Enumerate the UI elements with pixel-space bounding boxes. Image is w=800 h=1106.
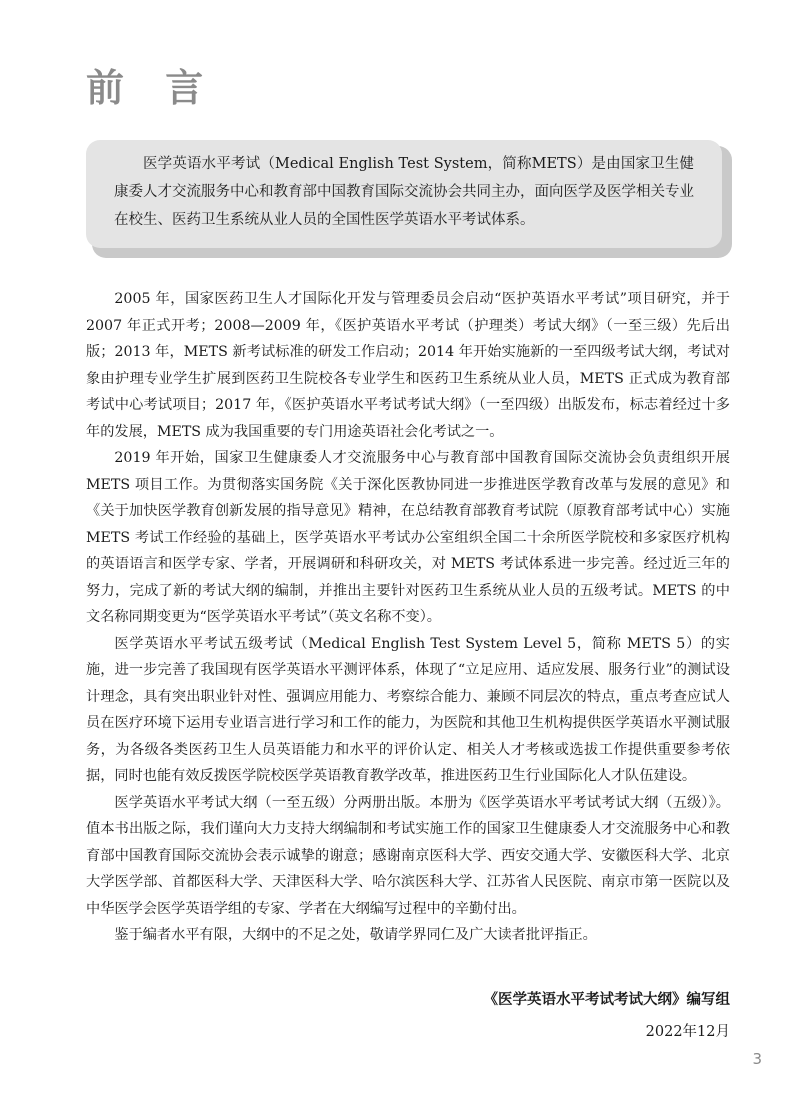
body-text	[86, 286, 730, 949]
paragraph: 2005 年，国家医药卫生人才国际化开发与管理委员会启动“医护英语水平考试”项目研究，并于 2007 年正式开考；2008—2009 年，《医护英语水平考试（护理类）考试大纲》（一至三级）先后出版；2013 年，METS 新考试标准的研发工作启动；2014 年开始实施新的一至四级考试大纲，考试对象由护理专业学生扩展到医药卫生院校各专业学生和医药卫生系统从业人员，METS 正式成为教育部考试中心考试项目；2017 年，《医护英语水平考试考试大纲》（一至四级）出版发布，标志着经过十多年的发展，METS 成为我国重要的专门用途英语社会化考试之一。	[86, 291, 730, 440]
paragraph: 鉴于编者水平有限，大纲中的不足之处，敬请学界同仁及广大读者批评指正。	[114, 927, 597, 943]
abstract-text: 医学英语水平考试（Medical English Test System，简称METS）是由国家卫生健康委人才交流服务中心和教育部中国教育国际交流协会共同主办，面向医学及医学相关专业在校生、医药卫生系统从业人员的全国性医学英语水平考试体系。	[114, 156, 694, 228]
page-number: 3	[752, 1050, 762, 1068]
date: 2022年12月	[645, 1024, 730, 1040]
paragraph: 医学英语水平考试大纲（一至五级）分两册出版。本册为《医学英语水平考试考试大纲（五级）》。值本书出版之际，我们谨向大力支持大纲编制和考试实施工作的国家卫生健康委人才交流服务中心和教育部中国教育国际交流协会表示诚挚的谢意；感谢南京医科大学、西安交通大学、安徽医科大学、北京大学医学部、首都医科大学、天津医科大学、哈尔滨医科大学、江苏省人民医院、南京市第一医院以及中华医学会医学英语学组的专家、学者在大纲编写过程中的辛勤付出。	[86, 794, 730, 917]
page-title: 前 言	[86, 66, 218, 110]
paragraph: 医学英语水平考试五级考试（Medical English Test System Level 5，简称 METS 5）的实施，进一步完善了我国现有医学英语水平测评体系，体现了“立足应用、适应发展、服务行业”的测试设计理念，具有突出职业针对性、强调应用能力、考察综合能力、兼顾不同层次的特点，重点考查应试人员在医疗环境下运用专业语言进行学习和工作的能力，为医院和其他卫生机构提供医学英语水平测试服务，为各级各类医药卫生人员英语能力和水平的评价认定、相关人才考核或选拔工作提供重要参考依据，同时也能有效反拨医学院校医学英语教育教学改革，推进医药卫生行业国际化人才队伍建设。	[86, 635, 730, 784]
signature: 《医学英语水平考试考试大纲》编写组	[483, 992, 730, 1008]
paragraph: 2019 年开始，国家卫生健康委人才交流服务中心与教育部中国教育国际交流协会负责组织开展 METS 项目工作。为贯彻落实国务院《关于深化医教协同进一步推进医学教育改革与发展的意见》和《关于加快医学教育创新发展的指导意见》精神，在总结教育部教育考试院（原教育部考试中心）实施 METS 考试工作经验的基础上，医学英语水平考试办公室组织全国二十余所医学院校和多家医疗机构的英语语言和医学专家、学者，开展调研和科研攻关，对 METS 考试体系进一步完善。经过近三年的努力，完成了新的考试大纲的编制，并推出主要针对医药卫生系统从业人员的五级考试。METS 的中文名称同期变更为“医学英语水平考试”（英文名称不变）。	[86, 450, 730, 625]
abstract-box	[86, 140, 722, 248]
